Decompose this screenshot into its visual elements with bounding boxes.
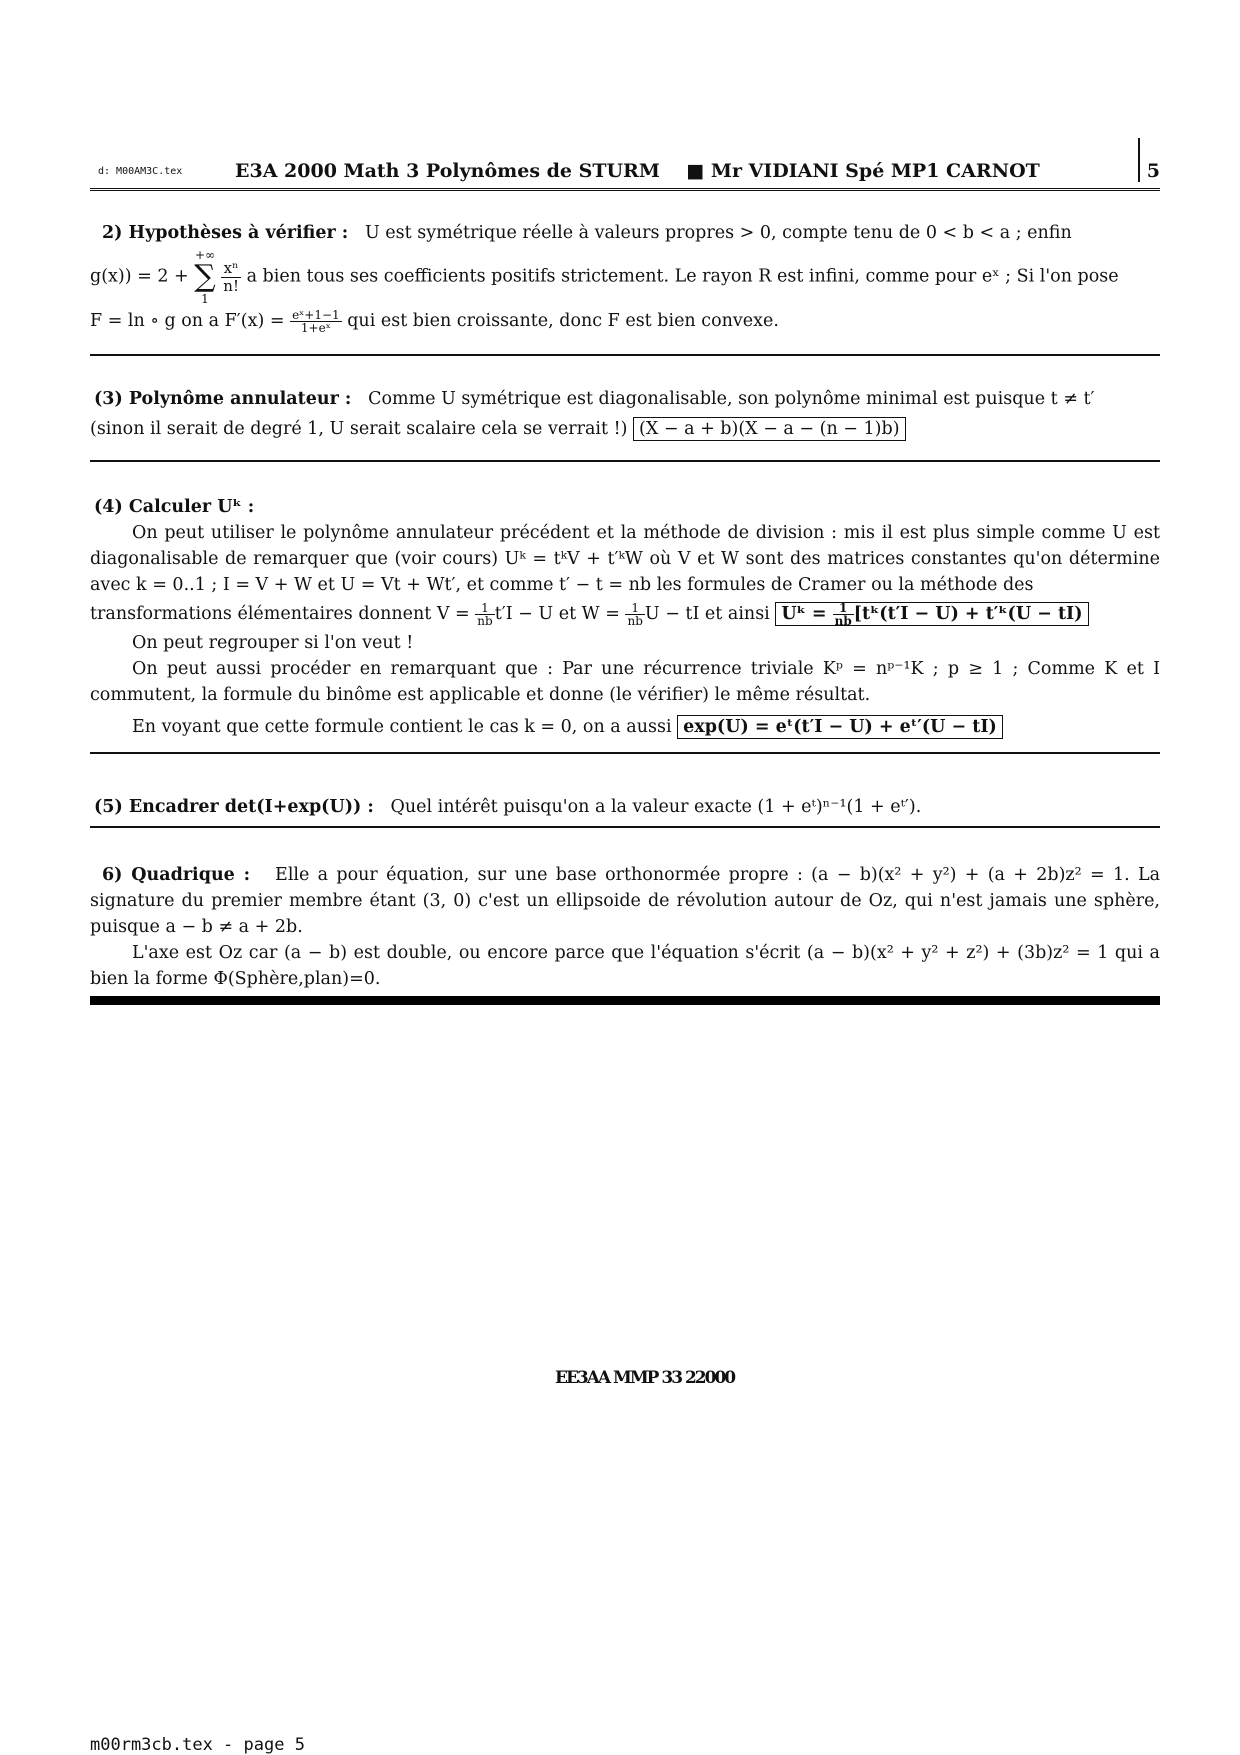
section-2-text3b: qui est bien croissante, donc F est bien convexe. [347,311,779,331]
section-3-text2: (sinon il serait de degré 1, U serait scalaire cela se verrait !) [90,419,628,439]
section-4-p4: En voyant que cette formule contient le cas k = 0, on a aussi [132,717,672,737]
section-3 [90,386,1160,442]
section-4-p1-end-b: t′I − U et W = [494,604,620,624]
section-3-text1: Comme U symétrique est diagonalisable, son polynôme minimal est puisque t ≠ t′ [368,389,1095,409]
uk-formula-box [775,602,1088,626]
section-rule [90,354,1160,356]
end-rule [90,996,1160,1005]
section-2-label: 2) Hypothèses à vérifier : [102,223,349,243]
section-2-text2: a bien tous ses coefficients positifs strictement. Le rayon R est infini, comme pour eˣ ; Si l'on pose [246,266,1119,287]
header-rule [90,188,1160,191]
section-2 [90,220,1160,334]
section-rule [90,752,1160,754]
exp-formula-box: exp(U) = eᵗ(t′I − U) + eᵗ′(U − tI) [677,715,1003,739]
section-5 [90,794,1160,820]
section-4-p3: On peut aussi procéder en remarquant que : Par une récurrence triviale Kᵖ = nᵖ⁻¹K ; p ≥ 1 ; Comme K et I commutent, la formule du binôme est applicable et donne (le vérifier) le même résultat. [90,659,1160,705]
fraction-1-nb-2 [625,602,644,627]
square-icon: ■ [686,160,705,182]
deriv-numerator: eˣ+1−1 [292,308,340,322]
sum-lower: 1 [201,292,209,306]
author-line: Mr VIDIANI Spé MP1 CARNOT [710,160,1040,182]
sum-upper: +∞ [194,248,216,262]
section-2-text3a: F = ln ∘ g on a F′(x) = [90,311,285,331]
header-title [235,160,1040,182]
section-2-text1: U est symétrique réelle à valeurs propres > 0, compte tenu de 0 < b < a ; enfin [364,223,1072,243]
frac-1-den: nb [477,614,493,628]
series-fraction [221,260,241,295]
frac-denominator: n! [223,276,239,295]
section-4-p1: On peut utiliser le polynôme annulateur précédent et la méthode de division : mis il est plus simple comme U est diagonalisable de remarquer que (voir cours) Uᵏ = tᵏV + t′ᵏW où V et W sont des matrices constantes qu'on détermine avec k = 0..1 ; I = V + W et U = Vt + Wt′, et comme t′ − t = nb les formules de Cramer ou la méthode des [90,523,1160,595]
section-4-label: (4) Calculer Uᵏ : [94,497,255,517]
section-6-p1: Elle a pour équation, sur une base orthonormée propre : (a − b)(x² + y²) + (a + 2b)z² = 1. La signature du premier membre étant (3, 0) c'est un ellipsoide de révolution autour de Oz, qui n'est jamais une sphère, puisque a − b ≠ a + 2b. [90,865,1160,937]
frac-1-num: 1 [475,602,494,615]
section-4-p1-end-c: U − tI et ainsi [644,604,770,624]
uk-lhs: Uᵏ = [781,604,827,624]
frac-2-den: nb [627,614,643,628]
header-divider [1138,138,1140,182]
section-5-label: (5) Encadrer det(I+exp(U)) : [94,797,374,817]
uk-frac-den: nb [834,614,852,628]
section-3-label: (3) Polynôme annulateur : [94,389,352,409]
page-header [90,160,1160,182]
section-4-p2: On peut regrouper si l'on veut ! [132,633,414,653]
section-rule [90,826,1160,828]
section-5-text: Quel intérêt puisqu'on a la valeur exacte (1 + eᵗ)ⁿ⁻¹(1 + eᵗ′). [390,797,922,817]
page-number: 5 [1146,160,1160,182]
section-4 [90,494,1160,740]
annihilating-polynomial-box: (X − a + b)(X − a − (n − 1)b) [633,417,906,441]
uk-frac-num: 1 [833,602,854,615]
uk-fraction [833,602,854,627]
frac-numerator: xⁿ [221,260,241,278]
exam-code: EE3AA MMP 33 22000 [555,1368,735,1388]
frac-2-num: 1 [625,602,644,615]
uk-rhs: [tᵏ(t′I − U) + t′ᵏ(U − tI) [853,604,1083,624]
deriv-denominator: 1+eˣ [300,321,331,335]
section-4-p1-end-a: transformations élémentaires donnent V = [90,604,470,624]
section-6-label: 6) Quadrique : [102,865,251,885]
derivative-fraction [290,309,342,334]
sum-symbol: +∞ ∑ 1 [194,248,216,306]
section-6 [90,862,1160,992]
fraction-1-nb [475,602,494,627]
footer-filename: m00rm3cb.tex - page 5 [90,1735,305,1755]
exam-title: E3A 2000 Math 3 Polynômes de STURM [235,160,660,182]
section-rule [90,460,1160,462]
section-6-p2: L'axe est Oz car (a − b) est double, ou encore parce que l'équation s'écrit (a − b)(x² + y² + z²) + (3b)z² = 1 qui a bien la forme Φ(Sphère,plan)=0. [90,943,1160,989]
source-filename: d: M00AM3C.tex [98,166,183,177]
section-2-gx: g(x)) = 2 + [90,266,189,287]
